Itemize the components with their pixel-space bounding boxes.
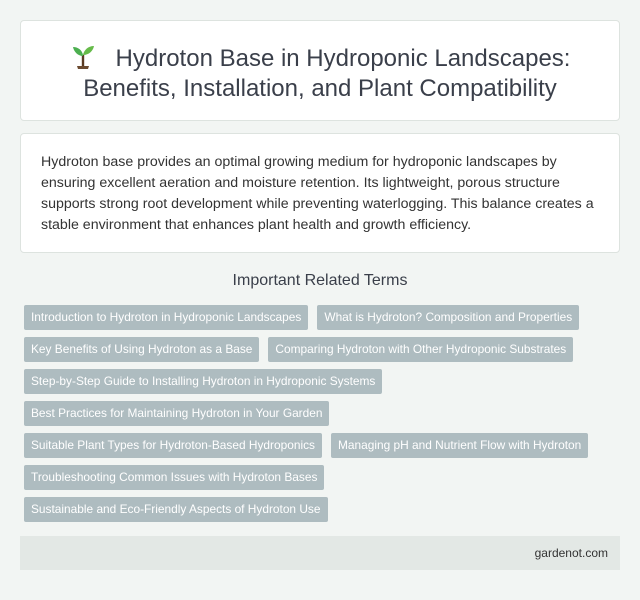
footer (20, 536, 620, 570)
sprout-icon (70, 43, 96, 69)
term-tag[interactable]: Best Practices for Maintaining Hydroton in Your Garden (24, 401, 329, 426)
term-tag[interactable]: Key Benefits of Using Hydroton as a Base (24, 337, 259, 362)
page-title-line-2: Benefits, Installation, and Plant Compatibility (83, 75, 557, 102)
page-title-line-1 (21, 43, 619, 74)
summary-card (20, 133, 620, 253)
term-tag[interactable]: Managing pH and Nutrient Flow with Hydroton (331, 433, 588, 458)
related-terms-heading: Important Related Terms (232, 272, 408, 289)
page-title-text-1: Hydroton Base in Hydroponic Landscapes: (115, 45, 571, 72)
term-tag[interactable]: Sustainable and Eco-Friendly Aspects of Hydroton Use (24, 497, 328, 522)
term-tag[interactable]: Troubleshooting Common Issues with Hydroton Bases (24, 465, 324, 490)
footer-site-link[interactable]: gardenot.com (534, 546, 608, 560)
term-tag[interactable]: Step-by-Step Guide to Installing Hydroton in Hydroponic Systems (24, 369, 382, 394)
term-tag[interactable]: Introduction to Hydroton in Hydroponic Landscapes (24, 305, 308, 330)
related-terms-list (24, 305, 620, 529)
term-tag[interactable]: Comparing Hydroton with Other Hydroponic Substrates (268, 337, 573, 362)
summary-text: Hydroton base provides an optimal growing medium for hydroponic landscapes by ensuring excellent aeration and moisture retention. Its lightweight, porous structure supports strong root development while preventing waterlogging. This balance creates a stable environment that enhances plant health and growth efficiency. (41, 154, 594, 233)
term-tag[interactable]: What is Hydroton? Composition and Properties (317, 305, 579, 330)
title-card (20, 20, 620, 121)
term-tag[interactable]: Suitable Plant Types for Hydroton-Based Hydroponics (24, 433, 322, 458)
